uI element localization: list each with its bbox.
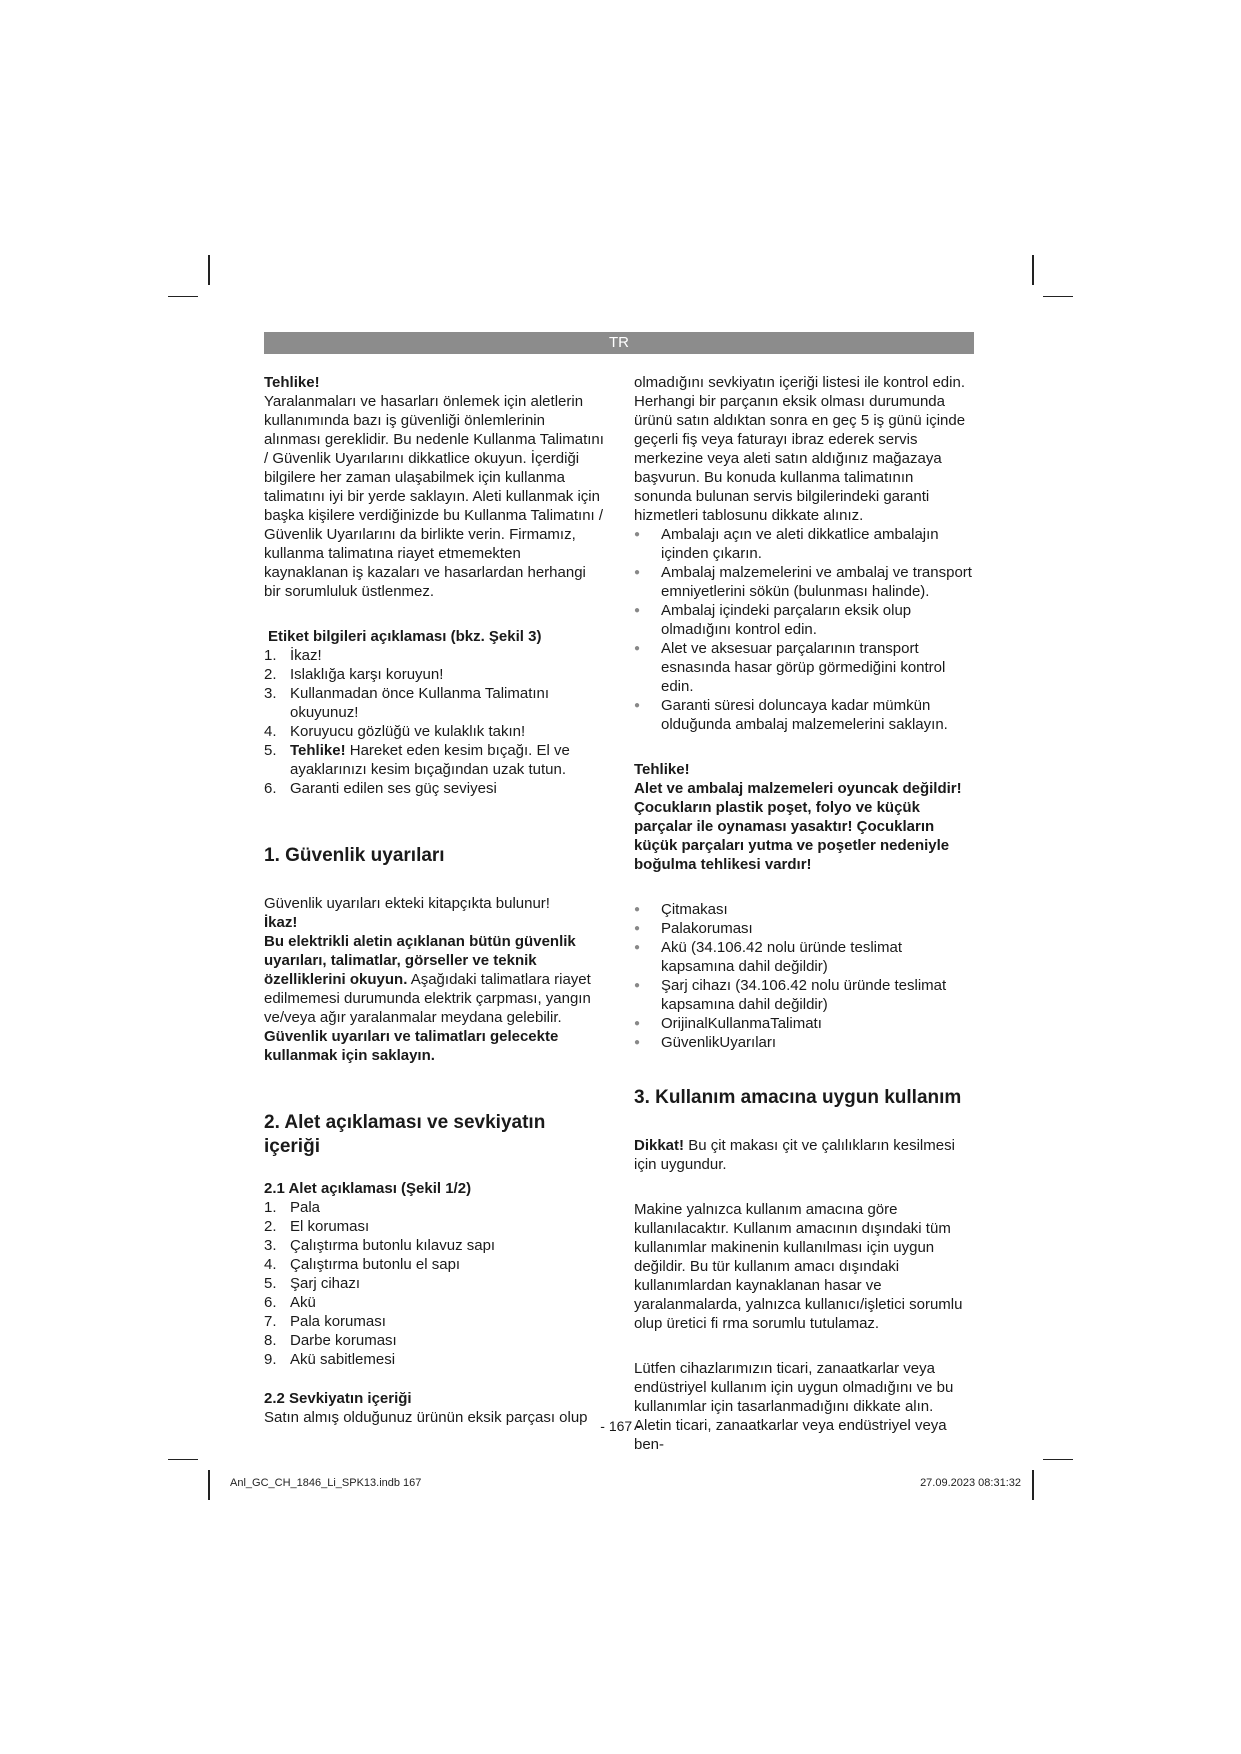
list-item: 7. Pala koruması <box>264 1313 386 1330</box>
delivery-text: Satın almış olduğunuz ürünün eksik parçası olup <box>264 1409 588 1426</box>
crop-mark <box>208 1470 210 1500</box>
label-info-title: Etiket bilgileri açıklaması (bkz. Şekil 3) <box>268 628 542 645</box>
danger-title-2: Tehlike! <box>634 761 690 778</box>
footer-timestamp: 27.09.2023 08:31:32 <box>920 1477 1021 1489</box>
list-item: 5. Şarj cihazı <box>264 1275 361 1292</box>
safety-paragraph: Bu elektrikli aletin açıklanan bütün güvenlik uyarıları, talimatlar, görseller ve teknik özelliklerini okuyun. Aşağıdaki talimatlara riayet edilmemesi durumunda elektrik çarpması, yangın ve/veya ağır yaralanmalar meydana gelebilir. <box>264 933 591 1026</box>
list-item: 6. Akü <box>264 1294 316 1311</box>
section-1-title: 1. Güvenlik uyarıları <box>264 845 445 866</box>
list-item: 2. Islaklığa karşı koruyun! <box>264 666 444 683</box>
crop-mark <box>1043 296 1073 297</box>
list-item: ● GüvenlikUyarıları <box>634 1033 974 1052</box>
crop-mark <box>208 255 210 285</box>
list-item: ● Çitmakası <box>634 900 974 919</box>
language-header: TR <box>264 332 974 354</box>
footer-file-info: Anl_GC_CH_1846_Li_SPK13.indb 167 <box>230 1477 422 1489</box>
list-item: ● OrijinalKullanmaTalimatı <box>634 1014 974 1033</box>
left-column <box>264 373 604 1427</box>
crop-mark <box>1032 255 1034 285</box>
list-item: 9. Akü sabitlemesi <box>264 1351 396 1368</box>
section-3-title: 3. Kullanım amacına uygun kullanım <box>634 1087 962 1108</box>
intended-use-paragraph: Dikkat! Bu çit makası çit ve çalılıkların kesilmesi için uygundur. <box>634 1137 955 1173</box>
list-item: ● Ambalajı açın ve aleti dikkatlice ambalajın içinden çıkarın. <box>634 525 974 563</box>
list-item: 5. Tehlike! Hareket eden kesim bıçağı. El ve ayaklarınızı kesim bıçağından uzak tutun. <box>264 742 570 778</box>
crop-mark <box>1032 1470 1034 1500</box>
list-item: 4. Koruyucu gözlüğü ve kulaklık takın! <box>264 723 526 740</box>
device-parts-list <box>264 1198 604 1369</box>
section-2-title: 2. Alet açıklaması ve sevkiyatın içeriği <box>264 1112 546 1157</box>
list-item: ● Alet ve aksesuar parçalarının transport esnasında hasar görüp görmediğini kontrol edin. <box>634 639 974 696</box>
safety-keep-note: Güvenlik uyarıları ve talimatları gelecekte kullanmak için saklayın. <box>264 1028 559 1064</box>
list-item: 8. Darbe koruması <box>264 1332 397 1349</box>
list-item: 3. Kullanmadan önce Kullanma Talimatını okuyunuz! <box>264 685 550 721</box>
list-item: ● Ambalaj malzemelerini ve ambalaj ve transport emniyetlerini sökün (bulunması halinde). <box>634 563 974 601</box>
list-item: 3. Çalıştırma butonlu kılavuz sapı <box>264 1237 496 1254</box>
list-item: 1. İkaz! <box>264 647 322 664</box>
danger-text: Yaralanmaları ve hasarları önlemek için aletlerin kullanımında bazı iş güvenliği önlemlerinin alınması gereklidir. Bu nedenle Kullanma Talimatını / Güvenlik Uyarılarını dikkatlice okuyun. İçerdiği bilgilere her zaman ulaşabilmek için kullanma talimatını iyi bir yerde saklayın. Aleti kullanmak için başka kişilere verdiğinizde bu Kullanma Talimatını / Güvenlik Uyarılarını da birlikte verin. Firmamız, kullanma talimatına riayet etmemekten kaynaklanan iş kazaları ve hasarlardan herhangi bir sorumluluk üstlenmez. <box>264 393 604 600</box>
subsection-2-2-title: 2.2 Sevkiyatın içeriği <box>264 1390 412 1407</box>
danger-title: Tehlike! <box>264 374 320 391</box>
unpacking-list <box>634 525 974 734</box>
warning-label: İkaz! <box>264 914 298 931</box>
list-item: ● Şarj cihazı (34.106.42 nolu üründe teslimat kapsamına dahil değildir) <box>634 976 974 1014</box>
safety-booklet-note: Güvenlik uyarıları ekteki kitapçıkta bulunur! <box>264 895 550 912</box>
crop-mark <box>168 296 198 297</box>
list-item: 2. El koruması <box>264 1218 370 1235</box>
intended-use-paragraph-3: Lütfen cihazlarımızın ticari, zanaatkarlar veya endüstriyel kullanım için uygun olmadığını ve bu kullanımlar için tasarlanmadığını dikkate alın. Aletin ticari, zanaatkarlar veya endüstriyel veya ben- <box>634 1360 954 1453</box>
subsection-2-1-title: 2.1 Alet açıklaması (Şekil 1/2) <box>264 1180 472 1197</box>
crop-mark <box>168 1459 198 1460</box>
danger-text-2: Alet ve ambalaj malzemeleri oyuncak değildir! Çocukların plastik poşet, folyo ve küçük parçalar ile oynaması yasaktır! Çocukların küçük parçaları yutma ve poşetler nedeniyle boğulma tehlikesi vardır! <box>634 780 962 873</box>
page-number: - 167 - <box>600 1418 641 1434</box>
delivery-text-continued: olmadığını sevkiyatın içeriği listesi ile kontrol edin. Herhangi bir parçanın eksik olması durumunda ürünü satın aldıktan sonra en geç 5 iş günü içinde geçerli fiş veya faturayı ibraz ederek servis merkezine veya aleti satın aldığınız mağazaya başvurun. Bu konuda kullanma talimatının sonunda bulunan servis bilgilerindeki garanti hizmetleri tablosunu dikkate alınız. <box>634 374 966 524</box>
list-item: 1. Pala <box>264 1199 321 1216</box>
right-column <box>634 373 974 1454</box>
delivery-contents-list <box>634 900 974 1052</box>
crop-mark <box>1043 1459 1073 1460</box>
list-item: ● Palakoruması <box>634 919 974 938</box>
list-item: 6. Garanti edilen ses güç seviyesi <box>264 780 497 797</box>
list-item: 4. Çalıştırma butonlu el sapı <box>264 1256 461 1273</box>
intended-use-paragraph-2: Makine yalnızca kullanım amacına göre kullanılacaktır. Kullanım amacının dışındaki tüm kullanımlar makinenin kullanılması için uygun değildir. Bu tür kullanım amacı dışındaki kullanımlardan kaynaklanan hasar ve yaralanmalarda, yalnızca kullanıcı/işletici sorumlu olup üretici fi rma sorumlu tutulamaz. <box>634 1201 963 1332</box>
label-info-list <box>264 646 604 798</box>
list-item: ● Garanti süresi doluncaya kadar mümkün olduğunda ambalaj malzemelerini saklayın. <box>634 696 974 734</box>
list-item: ● Akü (34.106.42 nolu üründe teslimat kapsamına dahil değildir) <box>634 938 974 976</box>
list-item: ● Ambalaj içindeki parçaların eksik olup olmadığını kontrol edin. <box>634 601 974 639</box>
